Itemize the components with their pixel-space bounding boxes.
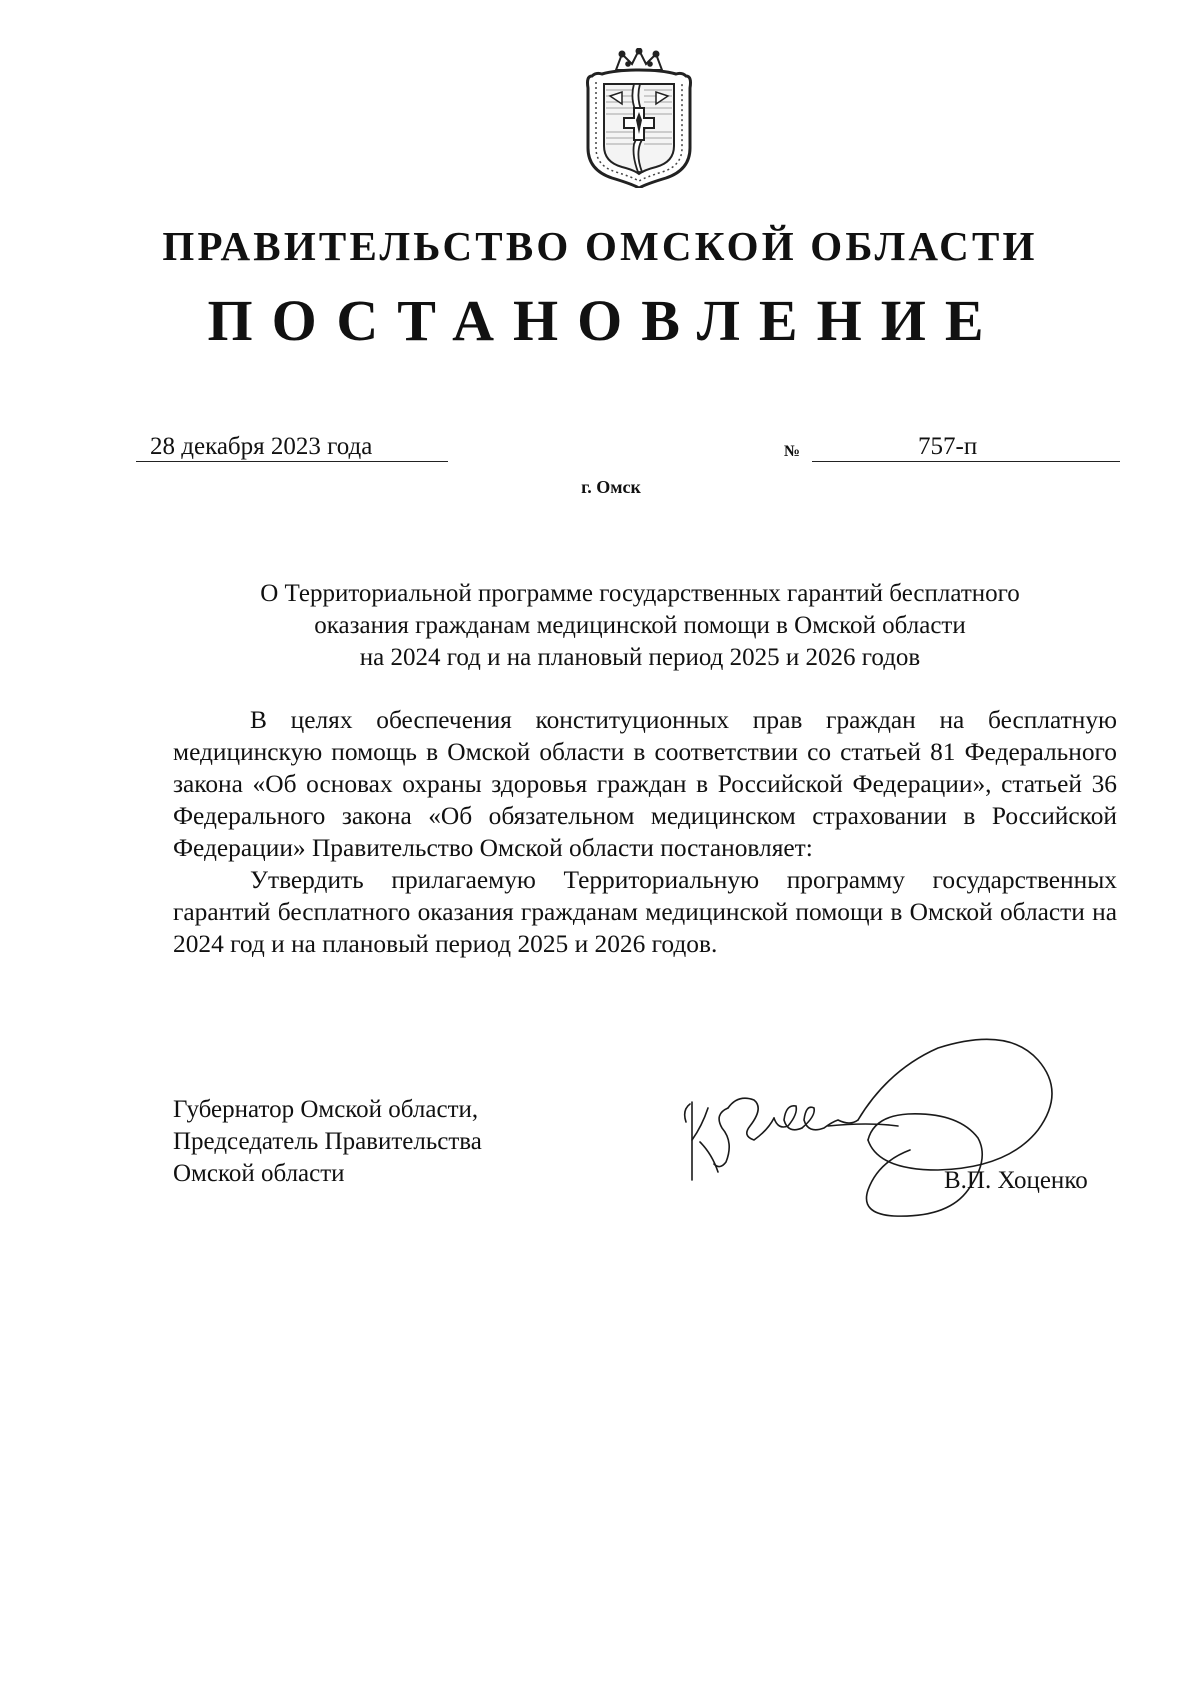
city: г. Омск xyxy=(581,477,641,497)
crown-icon xyxy=(616,49,662,71)
position-line: Губернатор Омской области, xyxy=(173,1096,479,1123)
body-paragraph: Утвердить прилагаемую Территориальную программу государственных гарантий бесплатного оказания гражданам медицинской помощи в Омской области на 2024 год и на плановый период 2025 и 2026 годов. xyxy=(173,866,1117,958)
body-paragraph: В целях обеспечения конституционных прав граждан на бесплатную медицинскую помощь в Омской области в соответствии со статьей 81 Федерального закона «Об основах охраны здоровья граждан в Российской Федерации», статьей 36 Федерального закона «Об обязательном медицинском страховании в Российской Федерации» Правительство Омской области постановляет: xyxy=(173,706,1117,862)
subject-line: О Территориальной программе государственных гарантий бесплатного xyxy=(260,580,1020,607)
document-body xyxy=(173,704,1117,960)
document-date: 28 декабря 2023 года xyxy=(136,434,448,462)
handwritten-signature xyxy=(678,1030,1108,1230)
organization-title: ПРАВИТЕЛЬСТВО ОМСКОЙ ОБЛАСТИ xyxy=(162,223,1038,269)
position-line: Председатель Правительства xyxy=(173,1128,482,1155)
document-number: 757-п xyxy=(812,434,1120,462)
signatory-position xyxy=(173,1094,482,1190)
subject-line: на 2024 год и на плановый период 2025 и 2026 годов xyxy=(359,644,921,671)
position-line: Омской области xyxy=(173,1160,345,1187)
document-type-heading: ПОСТАНОВЛЕНИЕ xyxy=(207,288,1003,353)
document-subject xyxy=(160,578,1120,674)
coat-of-arms-emblem xyxy=(582,48,696,188)
subject-line: оказания гражданам медицинской помощи в Омской области xyxy=(314,612,966,639)
signatory-name: В.П. Хоценко xyxy=(944,1167,1088,1194)
number-sign: № xyxy=(784,443,801,460)
